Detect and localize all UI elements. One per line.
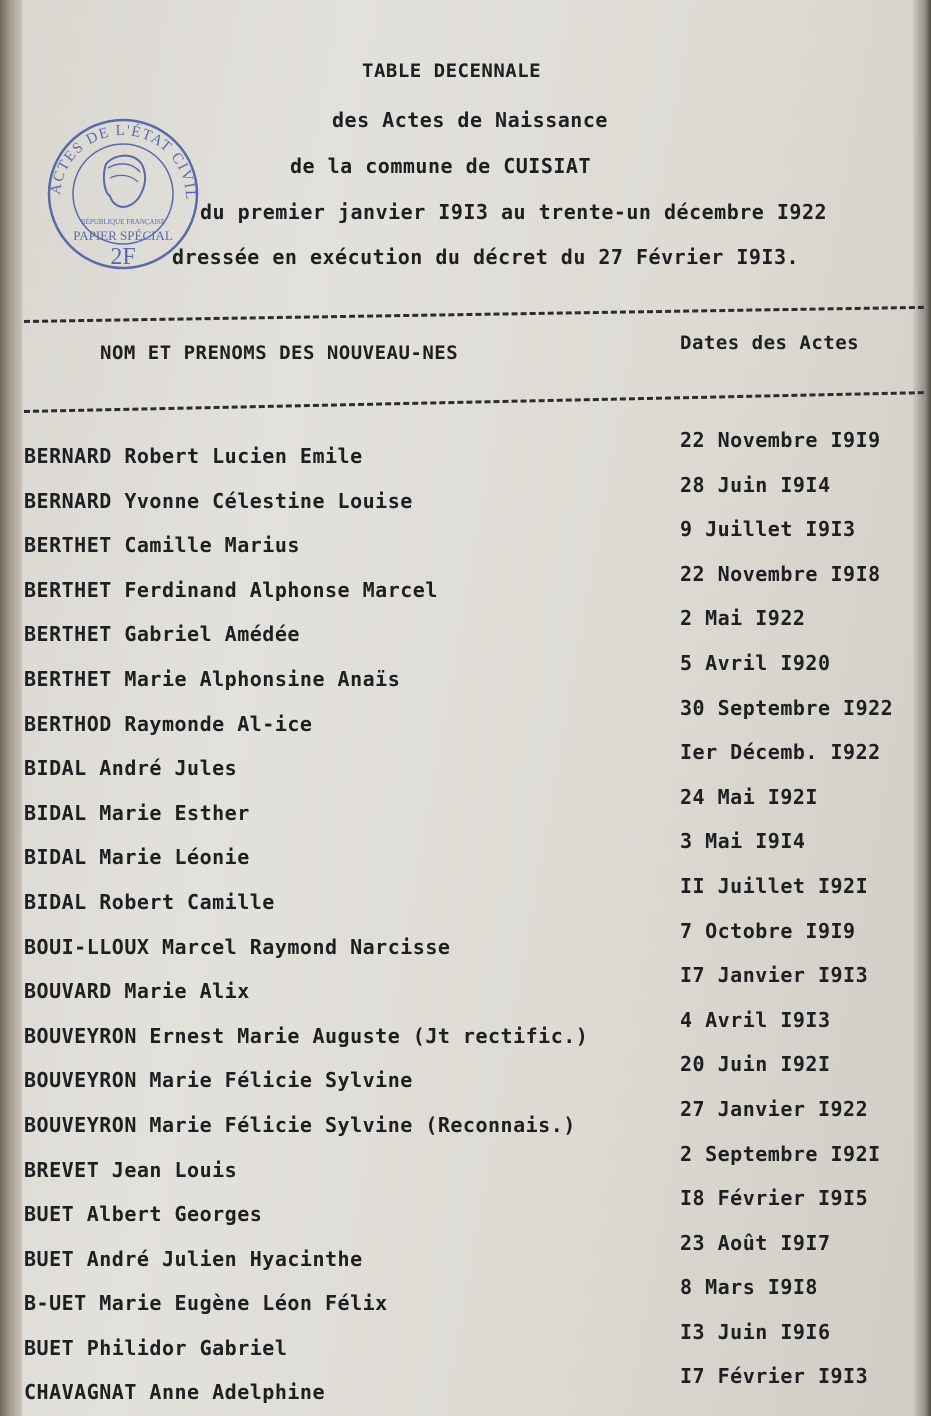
- title-line-2: des Actes de Naissance: [332, 108, 608, 132]
- entry-date: 22 Novembre I9I9: [680, 428, 881, 452]
- entry-name: BERTHOD Raymonde Al-ice: [24, 711, 313, 736]
- svg-text:ACTES DE L'ÉTAT CIVIL: [48, 123, 198, 202]
- entry-name: BOUVEYRON Ernest Marie Auguste (Jt rectific.): [24, 1023, 589, 1048]
- entry-name: CHAVAGNAT Anne Adelphine: [24, 1380, 325, 1405]
- table-row: [24, 517, 924, 562]
- stamp-ring-text: ACTES DE L'ÉTAT CIVIL: [47, 122, 199, 202]
- table-row: [24, 1275, 924, 1320]
- entry-date: I8 Février I9I5: [680, 1186, 869, 1211]
- entry-name: BERNARD Yvonne Célestine Louise: [24, 488, 413, 513]
- entry-name: BOUVARD Marie Alix: [24, 979, 250, 1004]
- table-row: [24, 651, 924, 696]
- book-binding: [0, 0, 22, 1416]
- header-rule-bottom: [24, 391, 924, 413]
- entry-name: BOUVEYRON Marie Félicie Sylvine (Reconnais.): [24, 1112, 576, 1137]
- entry-date: 3 Mai I9I4: [680, 829, 806, 854]
- table-row: [24, 785, 924, 830]
- title-line-5: dressée en exécution du décret du 27 Février I9I3.: [172, 245, 800, 269]
- stamp-seal-text: RÉPUBLIQUE FRANÇAISE: [80, 218, 166, 226]
- entry-name: BERNARD Robert Lucien Emile: [24, 444, 363, 468]
- table-row: [24, 1231, 924, 1276]
- entry-date: 24 Mai I92I: [680, 784, 818, 809]
- table-row: [24, 1008, 924, 1053]
- entry-name: BIDAL André Jules: [24, 756, 238, 781]
- entry-name: BERTHET Ferdinand Alphonse Marcel: [24, 577, 438, 602]
- entry-date: 2 Mai I922: [680, 606, 806, 631]
- table-row: [24, 919, 924, 964]
- entry-name: B-UET Marie Eugène Léon Félix: [24, 1291, 388, 1316]
- table-row: [24, 963, 924, 1008]
- table-row: [24, 428, 924, 473]
- entry-name: BIDAL Marie Léonie: [24, 845, 250, 870]
- names-column-header: NOM ET PRENOMS DES NOUVEAU-NES: [100, 342, 459, 364]
- table-row: [24, 1320, 924, 1365]
- entry-date: 4 Avril I9I3: [680, 1007, 831, 1032]
- table-row: [24, 1364, 924, 1409]
- table-row: [24, 696, 924, 741]
- table-row: [24, 1186, 924, 1231]
- entry-date: I7 Janvier I9I3: [680, 963, 869, 988]
- entry-date: 20 Juin I92I: [680, 1052, 831, 1077]
- entry-date: I7 Février I9I3: [680, 1364, 869, 1389]
- entry-date: I3 Juin I9I6: [680, 1319, 831, 1344]
- entry-name: BUET André Julien Hyacinthe: [24, 1246, 363, 1271]
- table-row: [24, 1052, 924, 1097]
- entry-date: Ier Décemb. I922: [680, 740, 881, 765]
- table-row: [24, 740, 924, 785]
- document-title: TABLE DECENNALE: [362, 60, 542, 82]
- entry-name: BIDAL Marie Esther: [24, 800, 250, 825]
- entry-date: 2 Septembre I92I: [680, 1141, 881, 1166]
- table-row: [24, 1097, 924, 1142]
- entry-date: 28 Juin I9I4: [680, 472, 831, 497]
- stamp-price: 2F: [110, 244, 136, 270]
- entry-name: BREVET Jean Louis: [24, 1157, 238, 1182]
- entry-name: BERTHET Marie Alphonsine Anaïs: [24, 666, 401, 691]
- entry-name: BERTHET Camille Marius: [24, 533, 300, 558]
- entry-name: BIDAL Robert Camille: [24, 889, 275, 914]
- title-line-4: du premier janvier I9I3 au trente-un décembre I922: [200, 200, 828, 224]
- entry-date: 30 Septembre I922: [680, 695, 894, 720]
- entry-date: II Juillet I92I: [680, 873, 869, 898]
- table-row: [24, 606, 924, 651]
- entry-date: 7 Octobre I9I9: [680, 918, 856, 943]
- table-row: [24, 1142, 924, 1187]
- table-row: [24, 829, 924, 874]
- entry-date: 27 Janvier I922: [680, 1096, 869, 1121]
- entry-name: BUET Albert Georges: [24, 1202, 263, 1227]
- table-row: [24, 874, 924, 919]
- entry-date: 22 Novembre I9I8: [680, 561, 881, 586]
- table-row: [24, 473, 924, 518]
- title-line-3: de la commune de CUISIAT: [290, 154, 591, 178]
- header-rule-top: [24, 306, 924, 323]
- entry-date: 8 Mars I9I8: [680, 1275, 818, 1300]
- table-row: [24, 562, 924, 607]
- stamp-inner-text: PAPIER SPÉCIAL: [73, 228, 173, 243]
- entry-name: BOUI-LLOUX Marcel Raymond Narcisse: [24, 934, 451, 959]
- entry-name: BOUVEYRON Marie Félicie Sylvine: [24, 1068, 413, 1093]
- entry-name: BERTHET Gabriel Amédée: [24, 622, 300, 647]
- entry-date: 23 Août I9I7: [680, 1230, 831, 1255]
- entry-name: BUET Philidor Gabriel: [24, 1335, 288, 1360]
- dates-column-header: Dates des Actes: [680, 332, 860, 354]
- entry-date: 9 Juillet I9I3: [680, 517, 856, 542]
- birth-entries-table: [24, 428, 924, 1409]
- entry-date: 5 Avril I920: [680, 650, 831, 675]
